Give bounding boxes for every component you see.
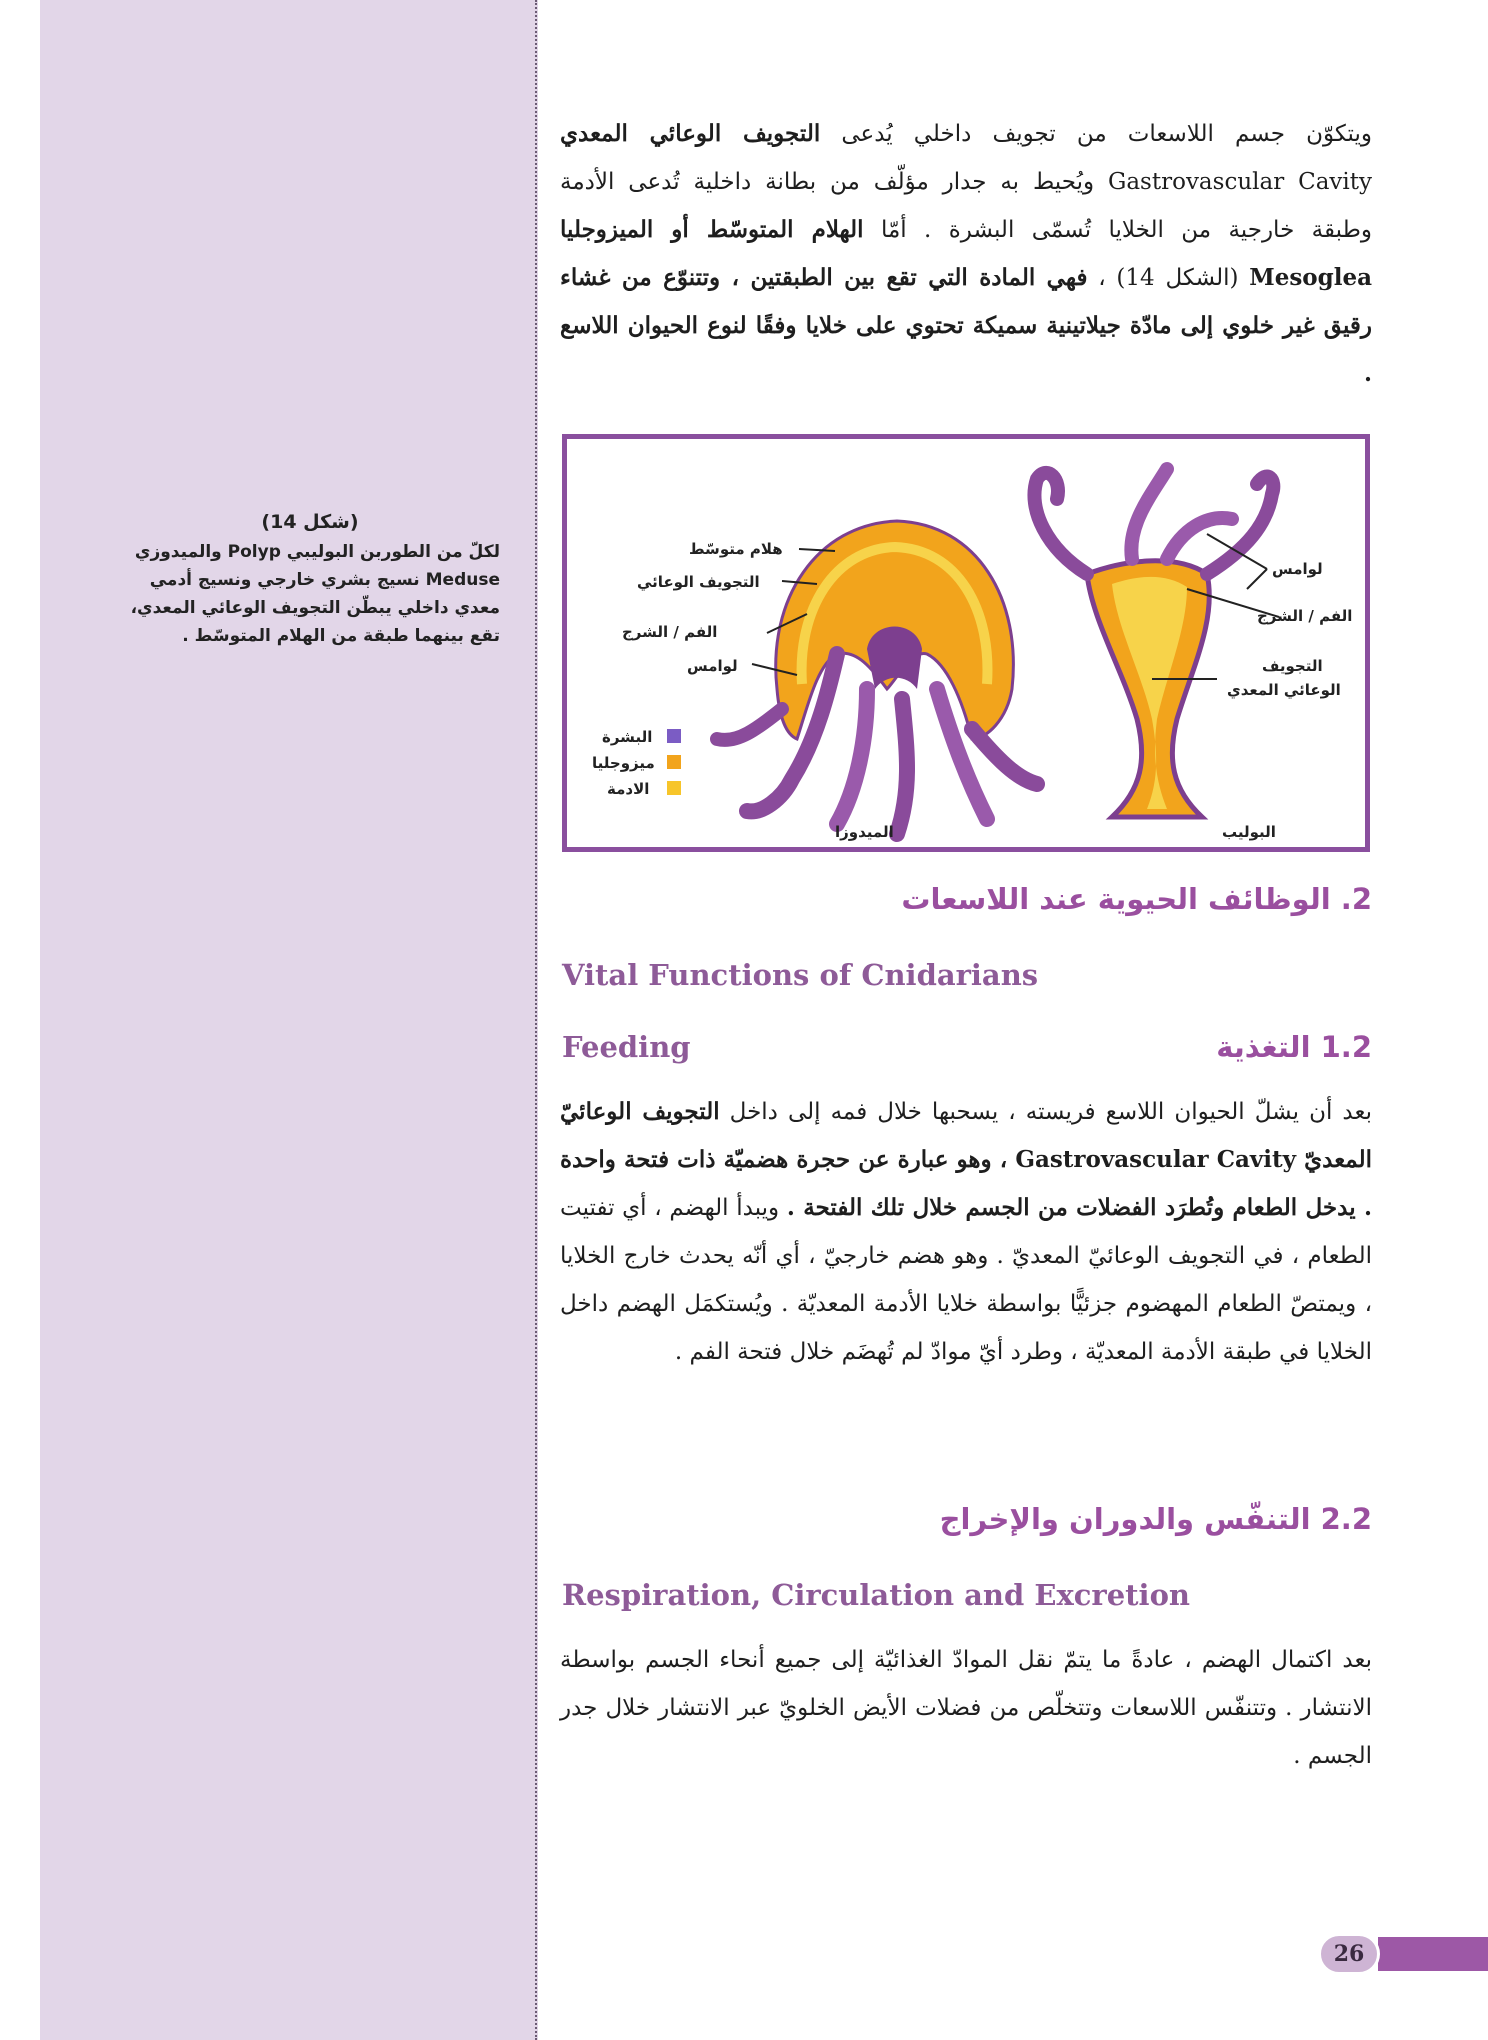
label-polyp-mouth: الفم / الشرج	[1257, 607, 1353, 625]
figure-14	[562, 434, 1370, 852]
label-polyp-cavity-1: التجويف	[1262, 657, 1323, 675]
caption-line: معدي داخلي يبطّن التجويف الوعائي المعدي،	[130, 598, 500, 618]
legend-swatch	[667, 781, 681, 795]
label-cavity: التجويف الوعائي	[637, 573, 760, 591]
feeding-paragraph	[560, 1088, 1372, 1376]
sidebar	[0, 0, 538, 2040]
label-medusa: الميدوزا	[835, 823, 894, 841]
intro-bold: فهي المادة التي تقع بين الطبقتين ، وتتنوّع من غشاء رقيق غير خلوي إلى مادّة جيلاتينية سميكة تحتوي على خلايا وفقًا لنوع الحيوان اللاسع .	[560, 264, 1372, 387]
caption-line: لكلّ من الطوربن البوليبي Polyp والميدوزي	[134, 542, 500, 562]
dotted-divider	[535, 0, 537, 2040]
label-mouth: الفم / الشرج	[622, 623, 718, 641]
page-bar	[1378, 1937, 1488, 1971]
intro-bold: الهلام المتوسّط أو الميزوجليا Mesoglea	[560, 216, 1372, 291]
feeding-bold: التجويف الوعائيّ المعديّ Gastrovascular Cavity ، وهو عبارة عن حجرة هضميّة ذات فتحة واحدة . يدخل الطعام وتُطرَد الفضلات من الجسم خلال تلك الفتحة .	[560, 1098, 1372, 1221]
caption-line: تقع بينهما طبقة من الهلام المتوسّط .	[182, 626, 500, 646]
caption-line: Meduse نسيج بشري خارجي ونسيج أدمي	[149, 570, 500, 590]
feeding-title-en: Feeding	[562, 1030, 691, 1064]
intro-bold: التجويف الوعائي المعدي	[560, 120, 821, 147]
figure-caption	[120, 508, 500, 650]
label-mesoglea: هلام متوسّط	[689, 540, 783, 558]
left-margin	[0, 0, 40, 2040]
legend-label: ميزوجليا	[592, 754, 655, 772]
respiration-paragraph: بعد اكتمال الهضم ، عادةً ما يتمّ نقل الموادّ الغذائيّة إلى جميع أنحاء الجسم بواسطة الانتشار . وتتنفّس اللاسعات وتتخلّص من فضلات الأيض الخلويّ عبر الانتشار خلال جدر الجسم .	[560, 1647, 1372, 1769]
feeding-text: بعد أن يشلّ الحيوان اللاسع فريسته ، يسحبها خلال فمه إلى داخل	[729, 1099, 1373, 1125]
intro-text: (الشكل 14) ،	[1098, 265, 1239, 291]
cnidarian-diagram	[567, 439, 1365, 847]
respiration-title-ar: 2.2 التنفّس والدوران والإخراج	[939, 1502, 1372, 1536]
feeding-text: ويبدأ الهضم ، أي تفتيت الطعام ، في التجويف الوعائيّ المعديّ . وهو هضم خارجيّ ، أي أنّه يحدث خارج الخلايا ، ويمتصّ الطعام المهضوم جزئيًّا بواسطة خلايا الأدمة المعديّة . ويُستكمَل الهضم داخل الخلايا في طبقة الأدمة المعديّة ، وطرد أيّ موادّ لم تُهضَم خلال فتحة الفم .	[560, 1195, 1372, 1365]
label-polyp-cavity-2: الوعائي المعدي	[1227, 681, 1341, 699]
legend	[592, 728, 681, 798]
caption-title: (شكل 14)	[261, 511, 359, 533]
feeding-heading	[560, 1030, 1372, 1074]
feeding-title-ar: 1.2 التغذية	[1216, 1030, 1372, 1064]
intro-paragraph	[560, 110, 1372, 398]
respiration-title-en: Respiration, Circulation and Excretion	[562, 1578, 1191, 1612]
intro-text: Gastrovascular Cavity ويُحيط به جدار مؤلّف من بطانة داخلية تُدعى الأدمة وطبقة خارجية من الخلايا تُسمّى البشرة . أمّا	[560, 169, 1372, 243]
polyp-illustration	[1034, 469, 1273, 817]
legend-label: الادمة	[607, 780, 650, 798]
intro-text: ويتكوّن جسم اللاسعات من تجويف داخلي يُدعى	[841, 121, 1373, 147]
legend-label: البشرة	[602, 728, 653, 746]
page-number: 26	[1318, 1933, 1380, 1975]
medusa-illustration	[717, 521, 1037, 834]
section-title-en: Vital Functions of Cnidarians	[562, 958, 1039, 992]
label-tentacles: لوامس	[687, 657, 738, 675]
label-polyp: البوليب	[1222, 823, 1276, 841]
legend-swatch	[667, 755, 681, 769]
legend-swatch	[667, 729, 681, 743]
section-title-ar: 2. الوظائف الحيوية عند اللاسعات	[901, 882, 1372, 916]
label-polyp-tentacles: لوامس	[1272, 560, 1323, 578]
